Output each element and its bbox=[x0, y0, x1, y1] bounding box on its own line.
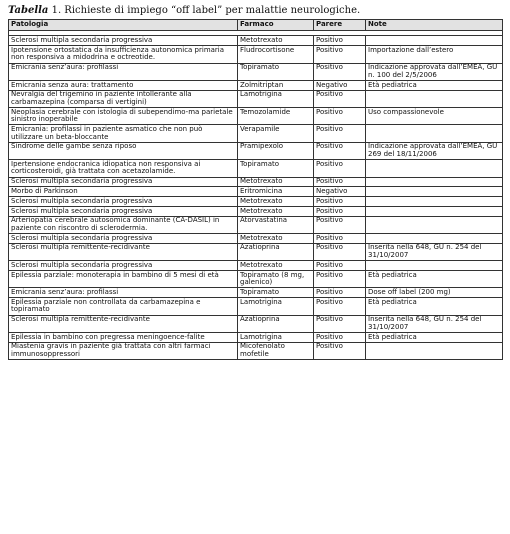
table-row bbox=[9, 46, 503, 63]
cell-patologia: Ipotensione ortostatica da insufficienza autonomica primaria non responsiva a midodrina e octreotide. bbox=[9, 46, 238, 63]
table-caption bbox=[8, 4, 502, 19]
cell-note: Inserita nella 648, GU n. 254 del 31/10/2007 bbox=[366, 315, 503, 332]
cell-parere: Positivo bbox=[314, 315, 366, 332]
table-row bbox=[9, 90, 503, 107]
cell-parere: Positivo bbox=[314, 216, 366, 233]
table-header-row bbox=[9, 20, 503, 31]
cell-farmaco: Metotrexato bbox=[238, 261, 314, 271]
table-row bbox=[9, 125, 503, 142]
cell-parere: Positivo bbox=[314, 342, 366, 359]
table-row bbox=[9, 36, 503, 46]
cell-patologia: Sclerosi multipla secondaria progressiva bbox=[9, 234, 238, 244]
cell-parere: Positivo bbox=[314, 234, 366, 244]
cell-parere: Negativo bbox=[314, 80, 366, 90]
table-row bbox=[9, 216, 503, 233]
cell-note: Età pediatrica bbox=[366, 271, 503, 288]
table-body bbox=[9, 31, 503, 360]
cell-patologia: Sclerosi multipla secondaria progressiva bbox=[9, 36, 238, 46]
table-row bbox=[9, 177, 503, 187]
table-row bbox=[9, 342, 503, 359]
caption-label: Tabella bbox=[8, 5, 49, 16]
cell-patologia: Emicrania senz’aura: profilassi bbox=[9, 63, 238, 80]
table-row bbox=[9, 288, 503, 298]
cell-note bbox=[366, 90, 503, 107]
cell-note bbox=[366, 36, 503, 46]
cell-farmaco: Metotrexato bbox=[238, 206, 314, 216]
cell-farmaco: Pramipexolo bbox=[238, 142, 314, 159]
table-row bbox=[9, 206, 503, 216]
cell-note bbox=[366, 261, 503, 271]
cell-farmaco: Azatioprina bbox=[238, 243, 314, 260]
cell-farmaco: Topiramato (8 mg, galenico) bbox=[238, 271, 314, 288]
table-row bbox=[9, 332, 503, 342]
cell-farmaco: Azatioprina bbox=[238, 315, 314, 332]
table-row bbox=[9, 243, 503, 260]
cell-note bbox=[366, 216, 503, 233]
table-row bbox=[9, 315, 503, 332]
cell-patologia: Sclerosi multipla secondaria progressiva bbox=[9, 177, 238, 187]
cell-parere: Positivo bbox=[314, 125, 366, 142]
cell-farmaco: Metotrexato bbox=[238, 197, 314, 207]
cell-patologia: Epilessia in bambino con pregressa meningoence-falite bbox=[9, 332, 238, 342]
cell-farmaco: Micofenolato mofetile bbox=[238, 342, 314, 359]
cell-parere: Positivo bbox=[314, 90, 366, 107]
cell-patologia: Emicrania senza aura: trattamento bbox=[9, 80, 238, 90]
cell-patologia: Nevralgia del trigemino in paziente intollerante alla carbamazepina (comparsa di vertigini) bbox=[9, 90, 238, 107]
cell-parere: Positivo bbox=[314, 243, 366, 260]
cell-patologia: Epilessia parziale: monoterapia in bambino di 5 mesi di età bbox=[9, 271, 238, 288]
table-row bbox=[9, 271, 503, 288]
cell-parere: Positivo bbox=[314, 298, 366, 315]
cell-farmaco: Lamotrigina bbox=[238, 332, 314, 342]
table-row bbox=[9, 80, 503, 90]
table-row bbox=[9, 63, 503, 80]
cell-parere: Positivo bbox=[314, 177, 366, 187]
header-patologia: Patologia bbox=[9, 20, 238, 31]
cell-note: Importazione dall’estero bbox=[366, 46, 503, 63]
table-row bbox=[9, 197, 503, 207]
cell-parere: Positivo bbox=[314, 288, 366, 298]
caption-text: 1. Richieste di impiego “off label” per malattie neurologiche. bbox=[48, 5, 361, 16]
cell-note bbox=[366, 234, 503, 244]
cell-farmaco: Fludrocortisone bbox=[238, 46, 314, 63]
cell-farmaco: Verapamile bbox=[238, 125, 314, 142]
cell-parere: Negativo bbox=[314, 187, 366, 197]
cell-note: Indicazione approvata dall’EMEA, GU 269 del 18/11/2006 bbox=[366, 142, 503, 159]
table-row bbox=[9, 142, 503, 159]
table-row bbox=[9, 261, 503, 271]
cell-farmaco: Lamotrigina bbox=[238, 90, 314, 107]
header-note: Note bbox=[366, 20, 503, 31]
cell-note bbox=[366, 187, 503, 197]
cell-note: Età pediatrica bbox=[366, 80, 503, 90]
table-row bbox=[9, 108, 503, 125]
cell-patologia: Sclerosi multipla secondaria progressiva bbox=[9, 261, 238, 271]
cell-note bbox=[366, 342, 503, 359]
cell-patologia: Arteriopatia cerebrale autosomica dominante (CA-DASIL) in paziente con riscontro di sclerodermia. bbox=[9, 216, 238, 233]
document-page bbox=[8, 4, 502, 360]
cell-parere: Positivo bbox=[314, 160, 366, 177]
cell-patologia: Ipertensione endocranica idiopatica non responsiva ai corticosteroidi, già trattata con acetazolamide. bbox=[9, 160, 238, 177]
cell-patologia: Emicrania: profilassi in paziente asmatico che non può utilizzare un beta-bloccante bbox=[9, 125, 238, 142]
cell-note: Inserita nella 648, GU n. 254 del 31/10/2007 bbox=[366, 243, 503, 260]
cell-note: Indicazione approvata dall’EMEA, GU n. 100 del 2/5/2006 bbox=[366, 63, 503, 80]
cell-note: Uso compassionevole bbox=[366, 108, 503, 125]
cell-parere: Positivo bbox=[314, 108, 366, 125]
cell-farmaco: Atorvastatina bbox=[238, 216, 314, 233]
table-row bbox=[9, 187, 503, 197]
cell-patologia: Sclerosi multipla remittente-recidivante bbox=[9, 315, 238, 332]
cell-farmaco: Topiramato bbox=[238, 160, 314, 177]
cell-parere: Positivo bbox=[314, 206, 366, 216]
cell-note bbox=[366, 160, 503, 177]
cell-note bbox=[366, 206, 503, 216]
cell-patologia: Sclerosi multipla secondaria progressiva bbox=[9, 197, 238, 207]
cell-farmaco: Metotrexato bbox=[238, 234, 314, 244]
cell-patologia: Neoplasia cerebrale con istologia di subependimo-ma parietale sinistro inoperabile bbox=[9, 108, 238, 125]
cell-parere: Positivo bbox=[314, 271, 366, 288]
cell-patologia: Sclerosi multipla secondaria progressiva bbox=[9, 206, 238, 216]
table-row bbox=[9, 234, 503, 244]
header-farmaco: Farmaco bbox=[238, 20, 314, 31]
table-row bbox=[9, 160, 503, 177]
table-row bbox=[9, 298, 503, 315]
cell-farmaco: Topiramato bbox=[238, 63, 314, 80]
cell-note: Dose off label (200 mg) bbox=[366, 288, 503, 298]
cell-note: Età pediatrica bbox=[366, 332, 503, 342]
cell-patologia: Morbo di Parkinson bbox=[9, 187, 238, 197]
cell-patologia: Miastenia gravis in paziente già trattata con altri farmaci immunosoppressori bbox=[9, 342, 238, 359]
cell-note bbox=[366, 197, 503, 207]
cell-patologia: Sindrome delle gambe senza riposo bbox=[9, 142, 238, 159]
cell-patologia: Sclerosi multipla remittente-recidivante bbox=[9, 243, 238, 260]
cell-parere: Positivo bbox=[314, 332, 366, 342]
cell-note bbox=[366, 177, 503, 187]
cell-farmaco: Lamotrigina bbox=[238, 298, 314, 315]
cell-parere: Positivo bbox=[314, 36, 366, 46]
cell-note: Età pediatrica bbox=[366, 298, 503, 315]
cell-note bbox=[366, 125, 503, 142]
cell-parere: Positivo bbox=[314, 142, 366, 159]
cell-farmaco: Metotrexato bbox=[238, 36, 314, 46]
cell-parere: Positivo bbox=[314, 197, 366, 207]
cell-patologia: Epilessia parziale non controllata da carbamazepina e topiramato bbox=[9, 298, 238, 315]
cell-farmaco: Temozolamide bbox=[238, 108, 314, 125]
cell-parere: Positivo bbox=[314, 63, 366, 80]
cell-parere: Positivo bbox=[314, 46, 366, 63]
cell-farmaco: Topiramato bbox=[238, 288, 314, 298]
cell-farmaco: Eritromicina bbox=[238, 187, 314, 197]
cell-farmaco: Metotrexato bbox=[238, 177, 314, 187]
cell-parere: Positivo bbox=[314, 261, 366, 271]
cell-patologia: Emicrania senz’aura: profilassi bbox=[9, 288, 238, 298]
off-label-table bbox=[8, 19, 503, 360]
cell-farmaco: Zolmitriptan bbox=[238, 80, 314, 90]
header-parere: Parere bbox=[314, 20, 366, 31]
